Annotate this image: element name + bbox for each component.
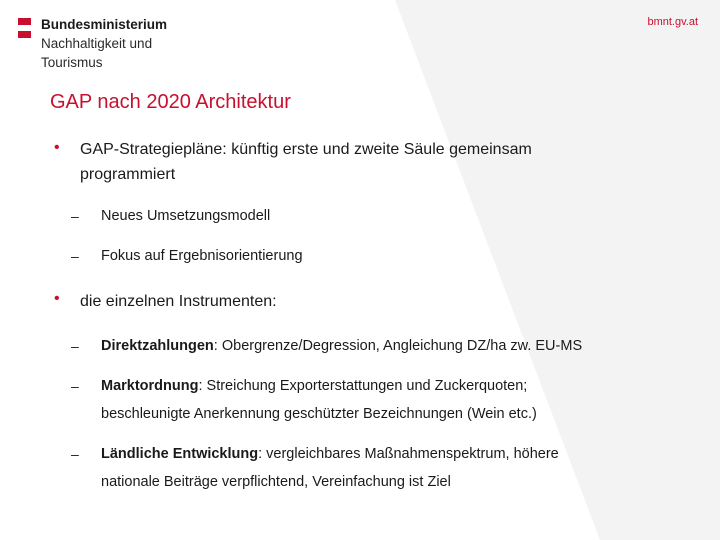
bullet-1-text <box>80 137 660 187</box>
bullet-marker: • <box>54 290 60 307</box>
bullet-1-line-1: GAP-Strategiepläne: künftig erste und zweite Säule gemeinsam <box>80 141 532 158</box>
dash-marker: – <box>71 208 79 224</box>
slide-title: GAP nach 2020 Architektur <box>50 91 291 113</box>
sub-item-2-2 <box>101 372 701 428</box>
sub-item-term: Ländliche Entwicklung <box>101 446 259 462</box>
sub-item-term: Marktordnung <box>101 378 199 394</box>
website-url: bmnt.gv.at <box>647 16 698 28</box>
sub-item-2-3 <box>101 440 701 496</box>
logo-line-2: Nachhaltigkeit und <box>41 36 153 51</box>
bullet-1-line-2: programmiert <box>80 166 176 183</box>
sub-item-desc: : vergleichbares Maßnahmenspektrum, höhere <box>258 446 559 462</box>
dash-marker: – <box>71 446 79 462</box>
bullet-2-text: die einzelnen Instrumenten: <box>80 293 277 310</box>
sub-item-desc-line-2: nationale Beiträge verpflichtend, Vereinfachung ist Ziel <box>101 474 451 490</box>
austria-flag-icon <box>18 18 31 38</box>
sub-item-term: Direktzahlungen <box>101 338 214 354</box>
logo-line-1: Bundesministerium <box>41 17 168 32</box>
dash-marker: – <box>71 248 79 264</box>
bullet-marker: • <box>54 139 60 156</box>
sub-item-desc: : Streichung Exporterstattungen und Zuckerquoten; <box>198 378 528 394</box>
dash-marker: – <box>71 338 79 354</box>
sub-item-1-2: Fokus auf Ergebnisorientierung <box>101 248 303 264</box>
logo-line-3: Tourismus <box>41 55 103 70</box>
sub-item-2-1 <box>101 332 701 360</box>
ministry-logo <box>18 15 167 72</box>
ministry-name <box>41 15 167 72</box>
sub-item-desc: : Obergrenze/Degression, Angleichung DZ/ha zw. EU-MS <box>213 338 583 354</box>
sub-item-desc-line-2: beschleunigte Anerkennung geschützter Bezeichnungen (Wein etc.) <box>101 406 537 422</box>
dash-marker: – <box>71 378 79 394</box>
sub-item-1-1: Neues Umsetzungsmodell <box>101 208 271 224</box>
